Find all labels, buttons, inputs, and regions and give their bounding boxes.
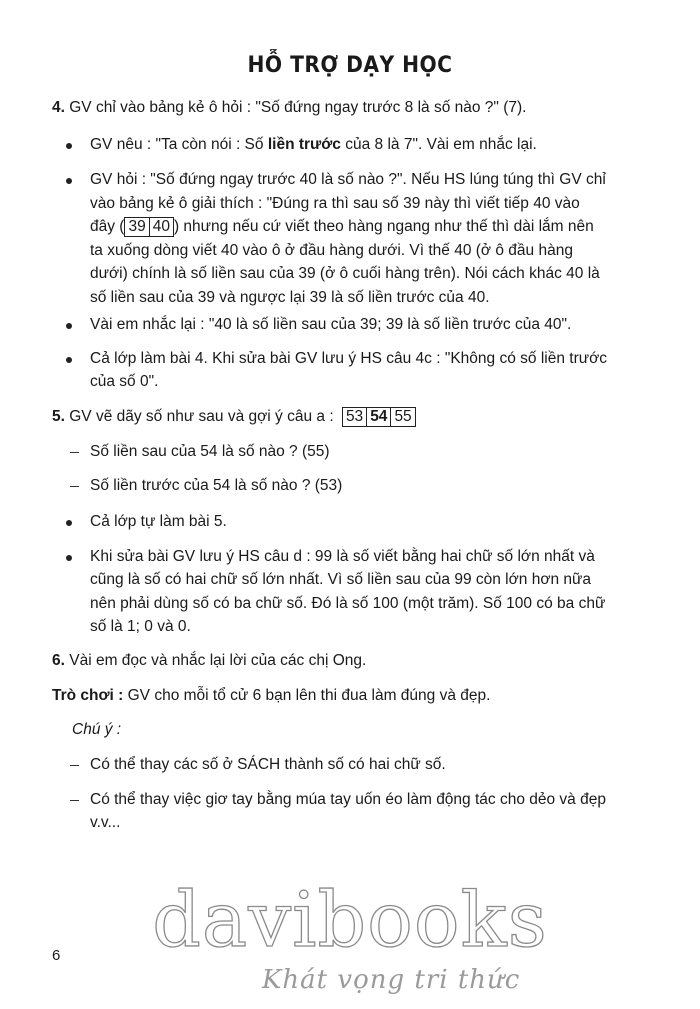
number-box-39: 39 [124,217,149,237]
dash-icon [70,452,79,453]
s4-b2-line-1: GV hỏi : "Số đứng ngay trước 40 là số nào ?". Nếu HS lúng túng thì GV chỉ [90,171,606,188]
s4-b1-pre: GV nêu : "Ta còn nói : Số [90,136,264,153]
s4-b2-line-5: dưới) chính là số liền sau của 39 (ở ô cuối hàng trên). Nói cách khác 40 là [90,265,600,282]
section-6 [52,649,366,673]
number-box-54: 54 [367,407,391,427]
s4-b1-post: của 8 là 7". Vài em nhắc lại. [345,136,537,153]
watermark-slogan: Khát vọng tri thức [262,965,521,995]
section-4-number: 4. [52,99,65,116]
section-6-number: 6. [52,652,65,669]
section-6-text: Vài em đọc và nhắc lại lời của các chị Ong. [69,652,367,669]
game-paragraph [52,684,490,708]
s4-b2-line-2: vào bảng kẻ ô giải thích : "Đúng ra thì sau số 39 này thì viết tiếp 40 vào [90,195,580,212]
dash-icon [70,800,79,801]
bullet-icon [66,555,72,561]
page-title: HỖ TRỢ DẠY HỌC [247,53,453,78]
note-dash-2-line-1: Có thể thay việc giơ tay bằng múa tay uốn éo làm động tác cho dẻo và đẹp [90,791,606,808]
watermark-brand: davibooks [152,875,548,964]
s5-b2-line-2: cũng là số có hai chữ số lớn nhất. Vì số liền sau của 99 còn lớn hơn nữa [90,571,592,588]
page-number: 6 [52,947,61,964]
s5-b2-line-4: số là 1; 0 và 0. [90,618,191,635]
s4-bullet-3: Vài em nhắc lại : "40 là số liền sau của 39; 39 là số liền trước của 40". [90,316,572,333]
note-dash-2-line-2: v.v... [90,814,121,831]
s4-b4-line-2: của số 0". [90,373,159,390]
s5-b2-line-3: nên phải dùng số có ba chữ số. Đó là số 100 (một trăm). Số 100 có ba chữ [90,595,606,612]
game-text: GV cho mỗi tổ cử 6 bạn lên thi đua làm đúng và đẹp. [127,687,491,704]
note-label: Chú ý : [72,721,122,738]
s5-dash-1: Số liền sau của 54 là số nào ? (55) [90,443,330,460]
dash-icon [70,765,79,766]
bullet-icon [66,178,72,184]
number-box-55: 55 [391,407,415,427]
s4-b2-line-6: số liền sau của 39 và ngược lại 39 là số liền trước của 40. [90,289,490,306]
s5-b2-line-1: Khi sửa bài GV lưu ý HS câu d : 99 là số viết bằng hai chữ số lớn nhất và [90,548,595,565]
section-5-intro [52,405,416,429]
s4-bullet-1 [90,133,537,157]
s4-b2-l3-pre: đây ( [90,218,125,235]
bullet-icon [66,143,72,149]
dash-icon [70,486,79,487]
note-dash-1: Có thể thay các số ở SÁCH thành số có hai chữ số. [90,756,446,773]
bullet-icon [66,357,72,363]
s5-dash-2: Số liền trước của 54 là số nào ? (53) [90,477,343,494]
bullet-icon [66,323,72,329]
section-5-number: 5. [52,408,65,425]
section-5-intro-text: GV vẽ dãy số như sau và gợi ý câu a : [69,408,334,425]
game-label: Trò chơi : [52,687,124,704]
number-box-53: 53 [342,407,367,427]
s4-b4-line-1: Cả lớp làm bài 4. Khi sửa bài GV lưu ý HS câu 4c : "Không có số liền trước [90,350,608,367]
s4-b2-line-3 [90,215,594,239]
s4-b1-bold: liền trước [267,136,341,153]
bullet-icon [66,520,72,526]
number-box-40: 40 [150,217,174,237]
section-4-intro-text: GV chỉ vào bảng kẻ ô hỏi : "Số đứng ngay trước 8 là số nào ?" (7). [69,99,527,116]
section-4-intro [52,96,526,120]
s4-b2-line-4: ta xuống dòng viết 40 vào ô ở đầu hàng dưới. Vì thế 40 (ở ô đầu hàng [90,242,573,259]
s4-b2-l3-post: ) nhưng nếu cứ viết theo hàng ngang như thế thì dài lắm nên [173,218,594,235]
s5-bullet-1: Cả lớp tự làm bài 5. [90,513,227,530]
